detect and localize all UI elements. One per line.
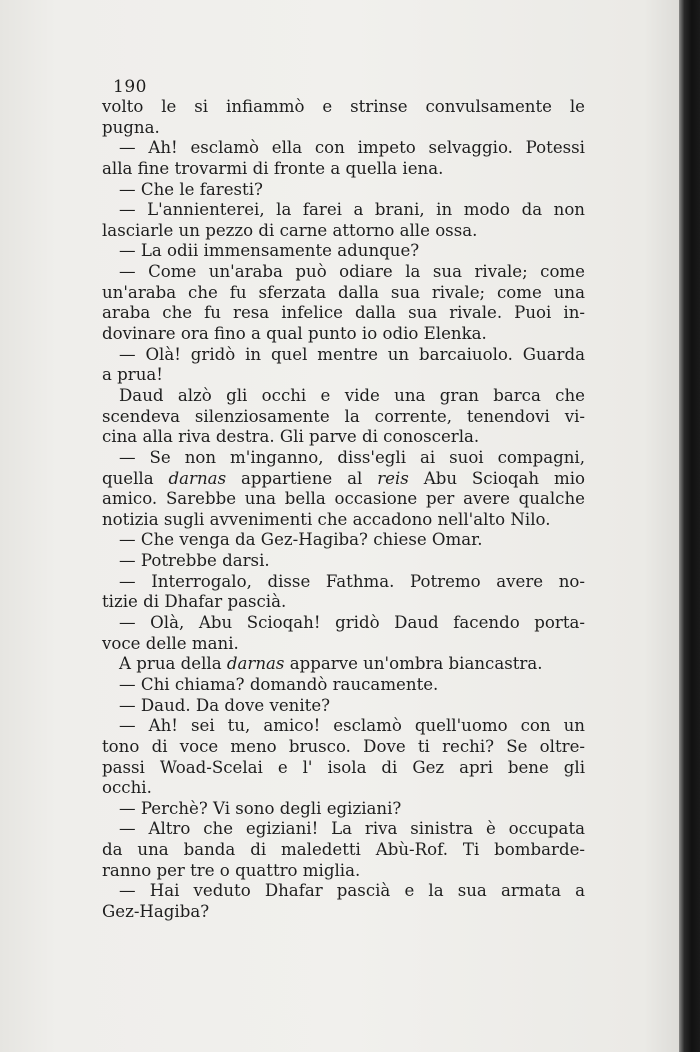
text-line: Daud alzò gli occhi e vide una gran barca che — [119, 385, 585, 405]
text-line: volto le si infiammò e strinse convulsamente le — [102, 97, 585, 116]
text-line: tono di voce meno brusco. Dove ti rechi? Se oltre- — [102, 736, 585, 756]
text-line: quella darnas appartiene al reis Abu Scioqah mio — [102, 468, 585, 488]
book-binding-edge — [679, 0, 700, 1052]
text-line: tizie di Dhafar pascià. — [102, 592, 287, 612]
text-line: da una banda di maledetti Abù-Rof. Ti bombarde- — [102, 840, 585, 860]
text-line: — Interrogalo, disse Fathma. Potremo avere no- — [119, 571, 585, 591]
text-line: — Come un'araba può odiare la sua rivale; come — [119, 262, 585, 282]
text-line: — Ah! esclamò ella con impeto selvaggio. Potessi — [119, 138, 585, 158]
text-line: Gez-Hagiba? — [102, 901, 210, 921]
text-line: — Perchè? Vi sono degli egiziani? — [119, 798, 402, 818]
text-line: — Olà, Abu Scioqah! gridò Daud facendo porta- — [119, 613, 585, 633]
text-line: — Chi chiama? domandò raucamente. — [119, 674, 439, 694]
text-line: cina alla riva destra. Gli parve di conoscerla. — [102, 427, 480, 447]
page-number: 190 — [113, 77, 147, 97]
text-line: — Che le faresti? — [119, 179, 263, 199]
text-line: A prua della darnas apparve un'ombra biancastra. — [119, 654, 543, 674]
text-line: occhi. — [102, 778, 152, 798]
text-line: — Potrebbe darsi. — [119, 551, 270, 571]
text-line: dovinare ora fino a qual punto io odio Elenka. — [102, 324, 487, 344]
text-line: — Che venga da Gez-Hagiba? chiese Omar. — [119, 530, 483, 550]
text-line: — Se non m'inganno, diss'egli ai suoi compagni, — [119, 447, 585, 467]
text-line: — La odii immensamente adunque? — [119, 241, 420, 261]
text-line: passi Woad-Scelai e l' isola di Gez apri bene gli — [102, 757, 585, 777]
text-line: pugna. — [102, 117, 160, 137]
text-line: scendeva silenziosamente la corrente, tenendovi vi- — [102, 406, 585, 426]
text-line: alla fine trovarmi di fronte a quella iena. — [102, 158, 444, 178]
body-text — [102, 97, 585, 923]
text-line: — L'annienterei, la farei a brani, in modo da non — [119, 200, 585, 220]
text-line: un'araba che fu sferzata dalla sua rivale; come una — [102, 282, 585, 302]
text-line: araba che fu resa infelice dalla sua rivale. Puoi in- — [102, 303, 585, 323]
text-line: notizia sugli avvenimenti che accadono nell'alto Nilo. — [102, 509, 551, 529]
text-line: a prua! — [102, 365, 163, 385]
text-line: ranno per tre o quattro miglia. — [102, 860, 361, 880]
text-line: amico. Sarebbe una bella occasione per avere qualche — [102, 489, 585, 509]
text-line: — Hai veduto Dhafar pascià e la sua armata a — [119, 881, 585, 901]
text-line: — Olà! gridò in quel mentre un barcaiuolo. Guarda — [119, 344, 585, 364]
text-line: — Altro che egiziani! La riva sinistra è occupata — [119, 819, 585, 839]
text-line: — Ah! sei tu, amico! esclamò quell'uomo con un — [119, 716, 585, 736]
text-line: — Daud. Da dove venite? — [119, 695, 331, 715]
text-line: lasciarle un pezzo di carne attorno alle ossa. — [102, 220, 478, 240]
text-line: voce delle mani. — [102, 633, 239, 653]
